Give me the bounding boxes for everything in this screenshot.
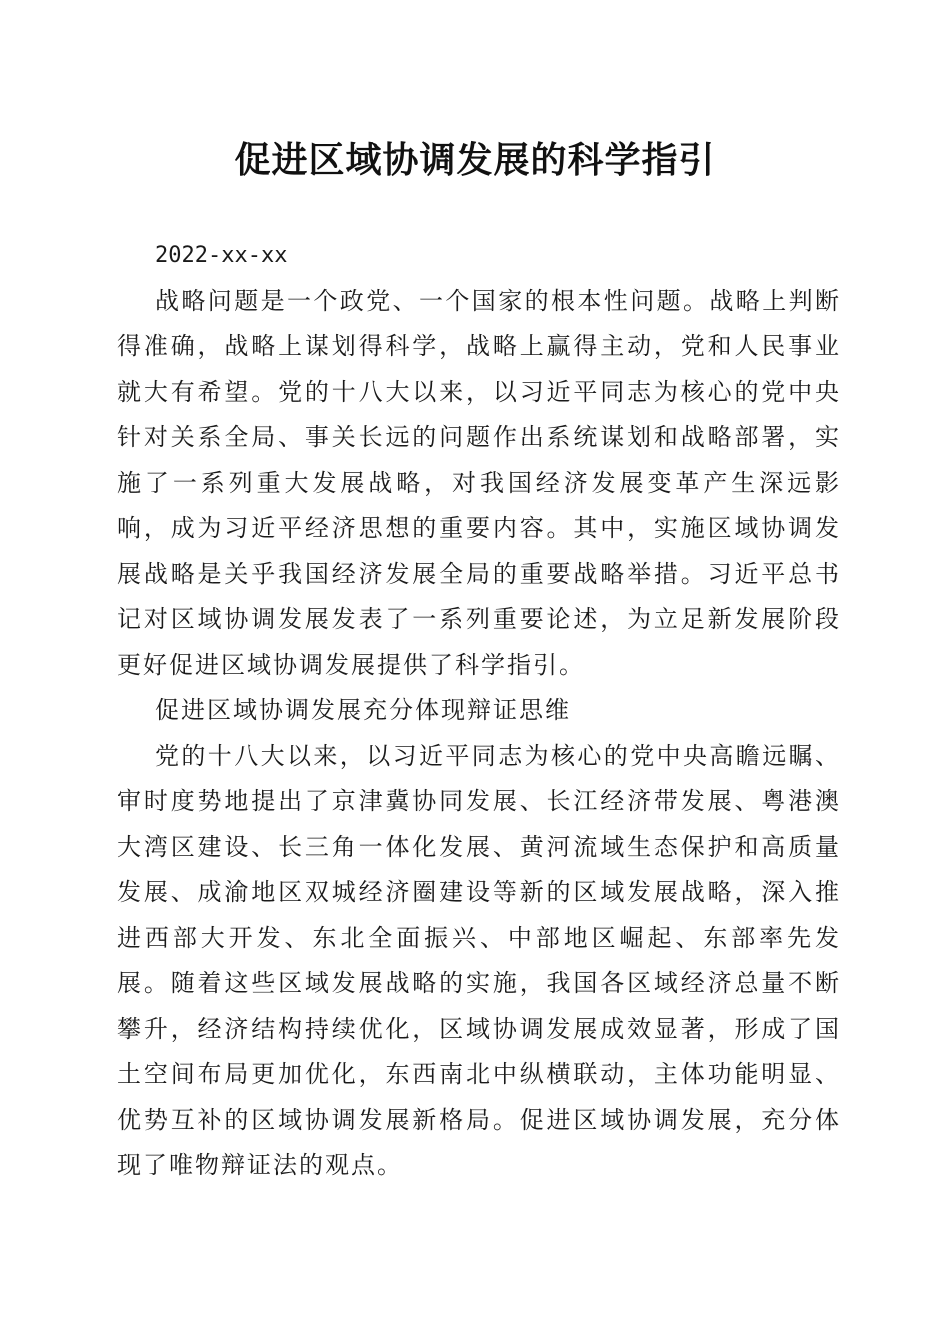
section-heading: 促进区域协调发展充分体现辩证思维 <box>155 696 571 724</box>
paragraph-section-1: 党的十八大以来，以习近平同志为核心的党中央高瞻远瞩、审时度势地提出了京津冀协同发展、长江经济带发展、粤港澳大湾区建设、长三角一体化发展、黄河流域生态保护和高质量发展、成渝地区双城经济圈建设等新的区域发展战略，深入推进西部大开发、东北全面振兴、中部地区崛起、东部率先发展。随着这些区域发展战略的实施，我国各区域经济总量不断攀升，经济结构持续优化，区域协调发展成效显著，形成了国土空间布局更加优化，东西南北中纵横联动，主体功能明显、优势互补的区域协调发展新格局。促进区域协调发展，充分体现了唯物辩证法的观点。 <box>117 741 841 1179</box>
paragraph-intro: 战略问题是一个政党、一个国家的根本性问题。战略上判断得准确，战略上谋划得科学，战略上赢得主动，党和人民事业就大有希望。党的十八大以来，以习近平同志为核心的党中央针对关系全局、事关长远的问题作出系统谋划和战略部署，实施了一系列重大发展战略，对我国经济发展变革产生深远影响，成为习近平经济思想的重要内容。其中，实施区域协调发展战略是关乎我国经济发展全局的重要战略举措。习近平总书记对区域协调发展发表了一系列重要论述，为立足新发展阶段更好促进区域协调发展提供了科学指引。 <box>117 286 841 679</box>
document-title: 促进区域协调发展的科学指引 <box>234 139 716 181</box>
document-date: 2022-xx-xx <box>155 243 288 268</box>
document-body <box>117 232 841 1189</box>
date-line <box>117 232 841 279</box>
